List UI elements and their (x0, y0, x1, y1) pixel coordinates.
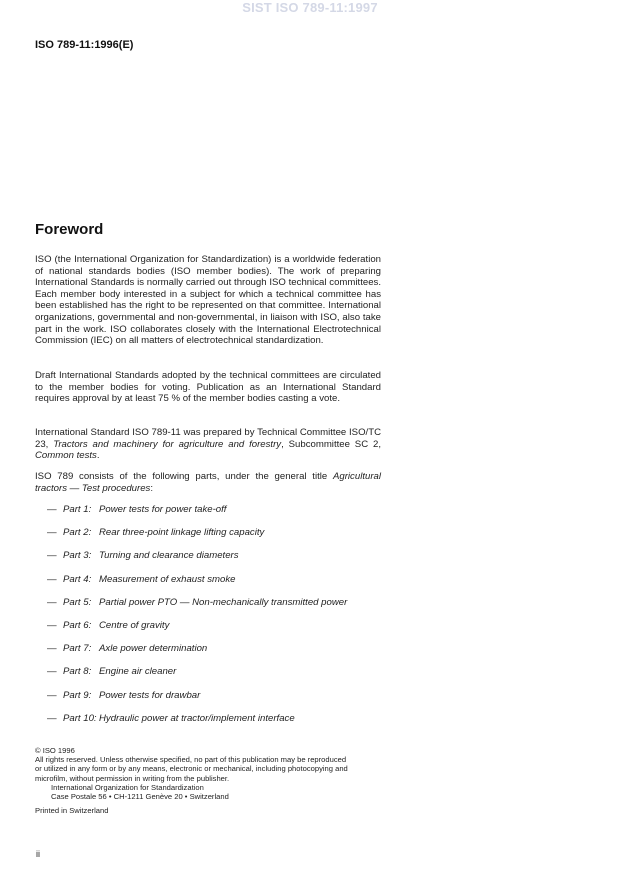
p4-text-a: ISO 789 consists of the following parts, under the general title (35, 471, 333, 482)
list-dash: — (47, 550, 57, 562)
list-dash: — (47, 689, 57, 701)
list-item (35, 666, 395, 689)
part-title: Engine air cleaner (99, 666, 177, 678)
list-dash: — (47, 504, 57, 515)
part-title: Centre of gravity (99, 619, 170, 631)
list-item (35, 690, 395, 713)
part-title: Measurement of exhaust smoke (99, 573, 236, 585)
organization-address: Case Postale 56 • CH-1211 Genève 20 • Switzerland (51, 792, 229, 802)
list-item (35, 504, 395, 527)
foreword-paragraph-2: Draft International Standards adopted by the technical committees are circulated to the member bodies for voting. Publication as an International Standard requires approval by at least 75 % of the member bodies casting a vote. (35, 370, 381, 405)
part-number: Part 4: (63, 573, 92, 585)
copyright-block (35, 746, 385, 815)
list-item (35, 620, 395, 643)
p3-text-c: , Subcommittee SC 2, (281, 438, 381, 450)
part-title: Axle power determination (99, 643, 208, 655)
list-dash: — (47, 666, 57, 678)
list-item (35, 643, 395, 666)
part-number: Part 5: (63, 596, 92, 608)
list-dash: — (47, 573, 57, 585)
part-number: Part 9: (63, 689, 92, 701)
list-dash: — (47, 527, 57, 539)
part-number: Part 1: (63, 504, 92, 515)
parts-list (35, 504, 395, 736)
general-title: Agricultural tractors — Test procedures (35, 471, 381, 494)
foreword-paragraph-4 (35, 471, 381, 494)
part-title: Turning and clearance diameters (99, 550, 239, 562)
part-number: Part 7: (63, 643, 92, 655)
document-identifier: ISO 789-11:1996(E) (35, 39, 134, 51)
list-item (35, 550, 395, 573)
rights-line-1: All rights reserved. Unless otherwise specified, no part of this publication may be reproduced (35, 755, 347, 765)
list-item (35, 597, 395, 620)
p4-text-c: : (150, 482, 154, 494)
organization-name: International Organization for Standardization (51, 782, 204, 792)
list-item (35, 713, 395, 736)
part-title: Partial power PTO — Non-mechanically transmitted power (99, 596, 348, 608)
part-title: Power tests for power take-off (99, 504, 227, 515)
part-number: Part 2: (63, 527, 92, 539)
part-number: Part 3: (63, 550, 92, 562)
rights-line-3: microfilm, without permission in writing from the publisher. (35, 773, 230, 783)
part-title: Power tests for drawbar (99, 689, 201, 701)
copyright-notice: © ISO 1996 (35, 746, 75, 755)
list-item (35, 574, 395, 597)
list-dash: — (47, 712, 57, 724)
foreword-paragraph-3 (35, 427, 381, 462)
part-title: Hydraulic power at tractor/implement interface (99, 712, 295, 724)
list-dash: — (47, 619, 57, 631)
page-number: ii (36, 849, 40, 859)
p3-text-e: . (96, 450, 100, 462)
list-item (35, 527, 395, 550)
watermark: SIST ISO 789-11:1997 (242, 0, 378, 15)
p3-text-a: International Standard ISO 789-11 was prepared by Technical Committee ISO/TC 23, (35, 427, 381, 450)
foreword-paragraph-1: ISO (the International Organization for Standardization) is a worldwide federation of national standards bodies (ISO member bodies). The work of preparing International Standards is normally carried out through ISO technical committees. Each member body interested in a subject for which a technical committee has been established has the right to be represented on that committee. International organizations, governmental and non-governmental, in liaison with ISO, also take part in the work. ISO collaborates closely with the International Electrotechnical Commission (IEC) on all matters of electrotechnical standardization. (35, 254, 381, 347)
part-number: Part 10: (63, 712, 97, 724)
part-number: Part 8: (63, 666, 92, 678)
committee-title: Tractors and machinery for agriculture and forestry (53, 438, 282, 450)
subcommittee-title: Common tests (35, 450, 97, 462)
foreword-heading: Foreword (35, 221, 104, 238)
printed-note: Printed in Switzerland (35, 806, 109, 816)
rights-line-2: or utilized in any form or by any means, electronic or mechanical, including photocopying and (35, 764, 348, 774)
list-dash: — (47, 643, 57, 655)
list-dash: — (47, 596, 57, 608)
part-title: Rear three-point linkage lifting capacity (99, 527, 265, 539)
part-number: Part 6: (63, 619, 92, 631)
